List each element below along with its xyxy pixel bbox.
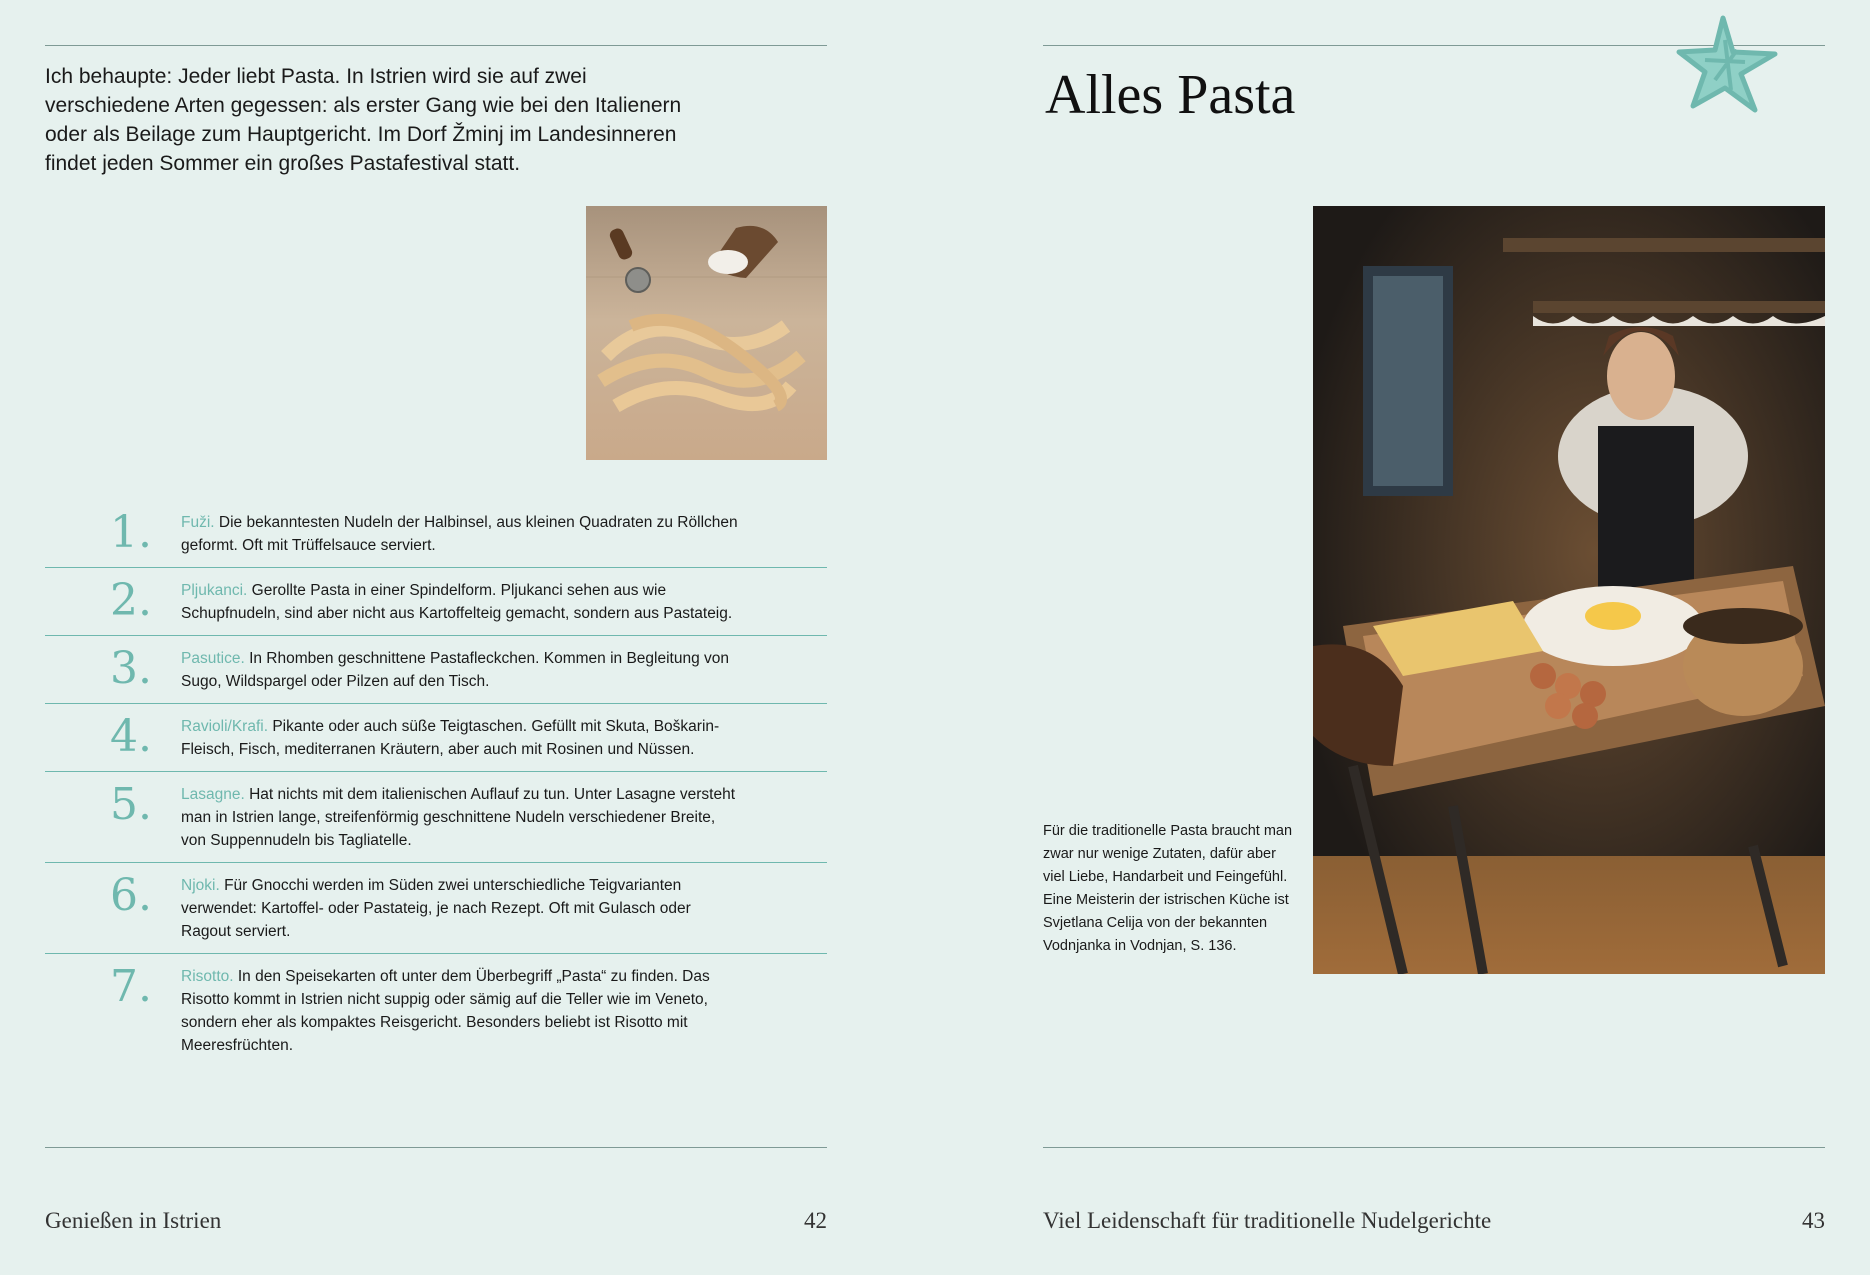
item-text: Pikante oder auch süße Teigtaschen. Gefüllt mit Skuta, Boškarin-Fleisch, Fisch, mediterranen Kräutern, aber auch mit Rosinen und Nüssen. [181,718,720,758]
item-name: Njoki. [181,877,220,894]
item-text: Hat nichts mit dem italienischen Auflauf zu tun. Unter Lasagne versteht man in Istrien lange, streifenförmig geschnittene Nudeln verschiedener Breite, von Suppennudeln bis Tagliatelle. [181,786,736,849]
list-item [45,636,827,704]
top-rule [45,45,827,46]
list-item [45,568,827,636]
list-item [45,863,827,954]
list-item [45,954,827,1067]
item-number: 5. [110,779,152,830]
item-name: Lasagne. [181,786,245,803]
page-title: Alles Pasta [1045,64,1296,126]
item-number: 1. [110,507,152,558]
item-name: Ravioli/Krafi. [181,718,268,735]
item-number: 6. [110,870,152,921]
item-number: 4. [110,711,152,762]
item-name: Risotto. [181,968,234,985]
list-item [45,704,827,772]
pasta-dough-photo [586,206,827,460]
item-number: 7. [110,961,152,1012]
bottom-rule [45,1147,827,1148]
item-number: 2. [110,575,152,626]
item-text: Für Gnocchi werden im Süden zwei unterschiedliche Teigvarianten verwendet: Kartoffel- oder Pastateig, je nach Rezept. Oft mit Gulasch oder Ragout serviert. [181,877,691,940]
item-text: Gerollte Pasta in einer Spindelform. Pljukanci sehen aus wie Schupfnudeln, sind aber nicht aus Kartoffelteig gemacht, sondern aus Pastateig. [181,582,733,622]
page-number: 42 [804,1208,827,1233]
item-text: In Rhomben geschnittene Pastafleckchen. Kommen in Begleitung von Sugo, Wildspargel oder Pilzen auf den Tisch. [181,650,730,690]
item-number: 3. [110,643,152,694]
item-name: Pljukanci. [181,582,248,599]
bottom-rule [1043,1147,1825,1148]
intro-text: Ich behaupte: Jeder liebt Pasta. In Istrien wird sie auf zwei verschiedene Arten gegessen: als erster Gang wie bei den Italienern oder als Beilage zum Hauptgericht. Im Dorf Žminj im Landesinneren findet jeden Sommer ein großes Pastafestival statt. [45,65,682,175]
pasta-list [45,500,827,1067]
item-name: Fuži. [181,514,215,531]
star-icon [1675,10,1785,120]
footer-title: Genießen in Istrien [45,1208,222,1233]
list-item [45,772,827,863]
kitchen-photo [1313,206,1825,974]
list-item [45,500,827,568]
footer-title: Viel Leidenschaft für traditionelle Nudelgerichte [1043,1208,1492,1233]
item-text: Die bekanntesten Nudeln der Halbinsel, aus kleinen Quadraten zu Röllchen geformt. Oft mit Trüffelsauce serviert. [181,514,738,554]
item-text: In den Speisekarten oft unter dem Überbegriff „Pasta“ zu finden. Das Risotto kommt in Istrien nicht suppig oder sämig auf die Teller wie im Veneto, sondern eher als kompaktes Reisgericht. Besonders beliebt ist Risotto mit Meeresfrüchten. [181,968,710,1054]
right-page [935,0,1870,1275]
photo-caption: Für die traditionelle Pasta braucht man zwar nur wenige Zutaten, dafür aber viel Liebe, Handarbeit und Feingefühl. Eine Meisterin der istrischen Küche ist Svjetlana Celija von der bekannten Vodnjanka in Vodnjan, S. 136. [1043,823,1293,954]
item-name: Pasutice. [181,650,245,667]
page-number: 43 [1802,1208,1825,1233]
